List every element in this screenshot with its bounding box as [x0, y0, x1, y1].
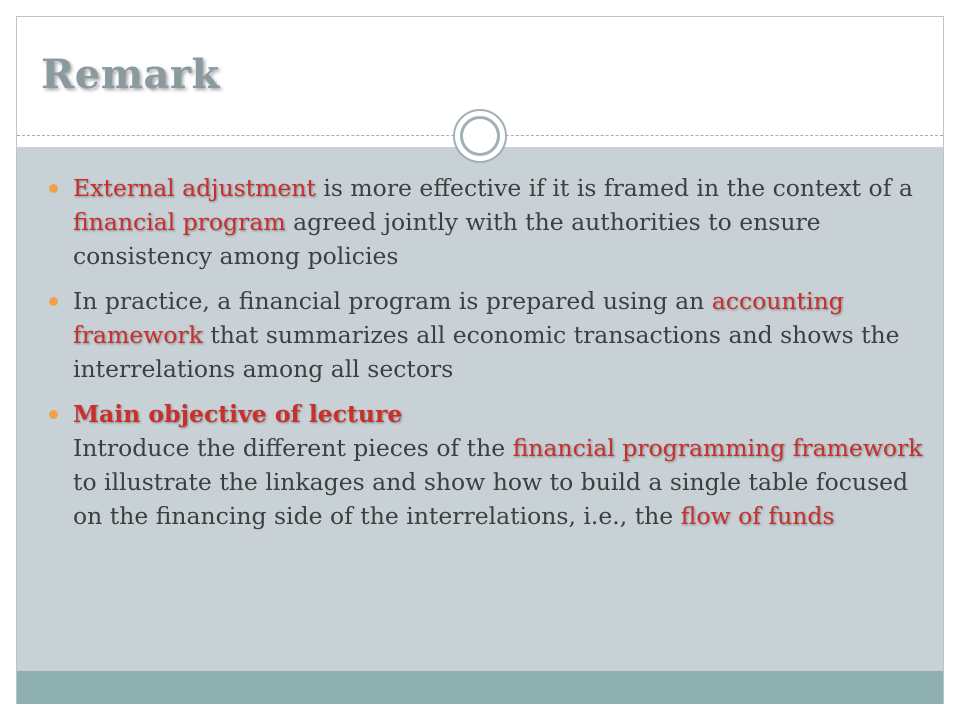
footer-bar [17, 671, 943, 704]
bullet-main-objective [49, 397, 929, 533]
content-area [17, 147, 943, 671]
divider-ring-icon [453, 109, 507, 163]
bullet-dot-icon [49, 410, 58, 419]
body-text: to illustrate the linkages and show how to build a single table focused on the financing side of the interrelations, i.e., the [73, 468, 909, 530]
highlight-text: accounting framework [73, 287, 844, 349]
bullet-dot-icon [49, 184, 58, 193]
body-text: agreed jointly with the authorities to ensure consistency among policies [73, 208, 821, 270]
slide [16, 16, 944, 704]
bullet-external-adjustment [49, 171, 929, 273]
body-text: is more effective if it is framed in the context of a [315, 174, 913, 202]
divider-ring-inner [460, 116, 500, 156]
body-text: In practice, a financial program is prepared using an [73, 287, 712, 315]
body-text: that summarizes all economic transactions and shows the interrelations among all sectors [73, 321, 900, 383]
highlight-text: financial program [73, 208, 286, 236]
highlight-text: flow of funds [680, 502, 835, 530]
bullet-in-practice [49, 284, 929, 386]
highlight-text: External adjustment [73, 174, 316, 202]
highlight-text: Main objective of lecture [73, 400, 403, 428]
highlight-text: financial programming framework [512, 434, 923, 462]
bullet-list [49, 171, 929, 544]
bullet-dot-icon [49, 297, 58, 306]
slide-title: Remark [41, 51, 220, 98]
body-text: Introduce the different pieces of the [73, 434, 513, 462]
